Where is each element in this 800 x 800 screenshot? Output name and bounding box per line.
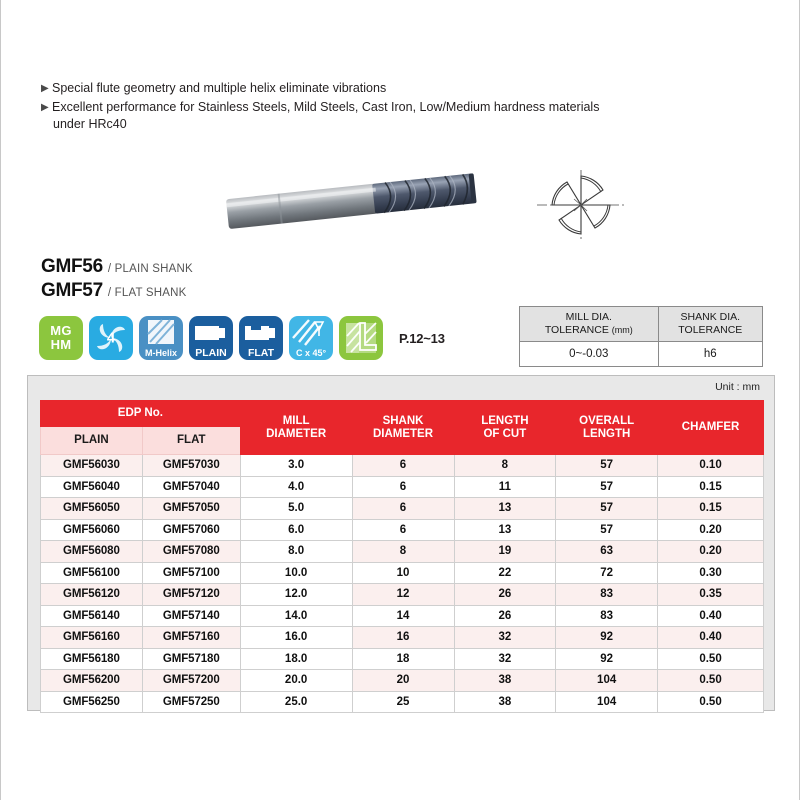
header-row-top — [41, 401, 764, 427]
cell-overall-length: 57 — [556, 519, 658, 541]
cell-length-of-cut: 19 — [454, 541, 556, 563]
table-row[interactable] — [41, 519, 764, 541]
cell-edp-flat: GMF57180 — [142, 648, 240, 670]
overall-length-line1: OVERALL — [579, 414, 635, 427]
mill-diameter-line2: DIAMETER — [266, 427, 327, 440]
cell-edp-plain: GMF56080 — [41, 541, 143, 563]
cell-shank-diameter: 6 — [352, 498, 454, 520]
multi-helix-badge — [139, 316, 183, 360]
table-row[interactable] — [41, 562, 764, 584]
corner-chamfer-label: C x 45° — [295, 348, 327, 358]
cell-edp-flat: GMF57030 — [142, 455, 240, 477]
cell-edp-flat: GMF57200 — [142, 670, 240, 692]
cell-shank-diameter: 18 — [352, 648, 454, 670]
end-mill-photo — [219, 170, 487, 236]
cell-chamfer: 0.50 — [658, 648, 764, 670]
cell-shank-diameter: 10 — [352, 562, 454, 584]
mill-dia-tolerance-line1: MILL DIA. — [565, 311, 612, 323]
mill-dia-tolerance-value: 0~-0.03 — [520, 342, 659, 367]
cell-chamfer: 0.50 — [658, 691, 764, 713]
cell-length-of-cut: 32 — [454, 627, 556, 649]
cross-section-diagram — [529, 166, 633, 244]
cell-edp-plain: GMF56050 — [41, 498, 143, 520]
feature-text: Excellent performance for Stainless Steels, Mild Steels, Cast Iron, Low/Medium hardness materials — [52, 100, 600, 114]
cell-overall-length: 104 — [556, 670, 658, 692]
length-of-cut-line1: LENGTH — [481, 414, 529, 427]
cell-mill-diameter: 6.0 — [240, 519, 352, 541]
table-header — [41, 401, 764, 455]
cell-edp-plain: GMF56120 — [41, 584, 143, 606]
cell-length-of-cut: 32 — [454, 648, 556, 670]
tolerance-value-row — [520, 342, 763, 367]
cell-edp-flat: GMF57040 — [142, 476, 240, 498]
cell-edp-plain: GMF56160 — [41, 627, 143, 649]
column-header-shank-diameter — [352, 401, 454, 455]
cell-edp-flat: GMF57100 — [142, 562, 240, 584]
table-row[interactable] — [41, 541, 764, 563]
cell-edp-plain: GMF56060 — [41, 519, 143, 541]
plain-shank-label: PLAIN — [195, 346, 227, 359]
badge-line-2: HM — [50, 337, 72, 352]
page-reference: P.12~13 — [399, 330, 445, 346]
column-header-flat: FLAT — [142, 427, 240, 455]
cell-edp-plain: GMF56250 — [41, 691, 143, 713]
cell-edp-plain: GMF56040 — [41, 476, 143, 498]
table-row[interactable] — [41, 648, 764, 670]
cell-length-of-cut: 11 — [454, 476, 556, 498]
column-header-plain: PLAIN — [41, 427, 143, 455]
cell-length-of-cut: 22 — [454, 562, 556, 584]
plain-shank-badge — [189, 316, 233, 360]
table-row[interactable] — [41, 670, 764, 692]
cell-edp-flat: GMF57140 — [142, 605, 240, 627]
cell-chamfer: 0.40 — [658, 605, 764, 627]
cell-overall-length: 83 — [556, 584, 658, 606]
model-designations — [41, 256, 193, 304]
cell-edp-plain: GMF56030 — [41, 455, 143, 477]
cell-mill-diameter: 12.0 — [240, 584, 352, 606]
length-of-cut-line2: OF CUT — [483, 427, 527, 440]
cell-edp-plain: GMF56180 — [41, 648, 143, 670]
cell-overall-length: 92 — [556, 627, 658, 649]
table-body — [41, 455, 764, 713]
shank-dia-tolerance-value: h6 — [658, 342, 762, 367]
cell-overall-length: 72 — [556, 562, 658, 584]
multi-helix-label: M-Helix — [144, 348, 177, 358]
unit-label: Unit : mm — [715, 381, 760, 393]
cell-length-of-cut: 38 — [454, 691, 556, 713]
cell-overall-length: 83 — [556, 605, 658, 627]
table-row[interactable] — [41, 605, 764, 627]
mill-dia-tolerance-unit: (mm) — [611, 325, 633, 335]
cell-edp-flat: GMF57060 — [142, 519, 240, 541]
cell-shank-diameter: 25 — [352, 691, 454, 713]
cell-chamfer: 0.40 — [658, 627, 764, 649]
cell-edp-plain: GMF56200 — [41, 670, 143, 692]
cell-overall-length: 63 — [556, 541, 658, 563]
model-code: GMF57 — [41, 280, 103, 301]
cell-edp-flat: GMF57080 — [142, 541, 240, 563]
table-row[interactable] — [41, 584, 764, 606]
cell-shank-diameter: 14 — [352, 605, 454, 627]
flute-count-badge — [89, 316, 133, 360]
cell-chamfer: 0.35 — [658, 584, 764, 606]
material-grade-badge — [39, 316, 83, 360]
specification-panel — [27, 375, 775, 711]
bullet-arrow-icon: ▶ — [41, 83, 49, 94]
bullet-arrow-icon: ▶ — [41, 102, 49, 113]
model-line — [41, 280, 193, 302]
cell-shank-diameter: 8 — [352, 541, 454, 563]
cell-mill-diameter: 3.0 — [240, 455, 352, 477]
model-description: / FLAT SHANK — [107, 287, 187, 299]
cell-shank-diameter: 6 — [352, 519, 454, 541]
model-line — [41, 256, 193, 278]
column-header-chamfer: CHAMFER — [658, 401, 764, 455]
mill-diameter-line1: MILL — [282, 414, 310, 427]
shank-dia-tolerance-line2: TOLERANCE — [678, 324, 743, 336]
cell-shank-diameter: 6 — [352, 455, 454, 477]
cell-chamfer: 0.15 — [658, 498, 764, 520]
feature-text-continuation: under HRc40 — [53, 117, 127, 131]
cell-mill-diameter: 5.0 — [240, 498, 352, 520]
shank-dia-tolerance-line1: SHANK DIA. — [680, 311, 741, 323]
table-row[interactable] — [41, 476, 764, 498]
cell-mill-diameter: 8.0 — [240, 541, 352, 563]
mill-dia-tolerance-header — [520, 307, 659, 342]
tolerance-header-row — [520, 307, 763, 342]
model-description: / PLAIN SHANK — [107, 263, 193, 275]
cell-mill-diameter: 4.0 — [240, 476, 352, 498]
shank-diameter-line1: SHANK — [382, 414, 424, 427]
shank-dia-tolerance-header — [658, 307, 762, 342]
cell-overall-length: 57 — [556, 455, 658, 477]
overall-length-line2: LENGTH — [583, 427, 631, 440]
slot-milling-badge — [339, 316, 383, 360]
cell-shank-diameter: 20 — [352, 670, 454, 692]
feature-list — [41, 80, 741, 135]
cell-mill-diameter: 16.0 — [240, 627, 352, 649]
cell-edp-plain: GMF56100 — [41, 562, 143, 584]
cell-mill-diameter: 14.0 — [240, 605, 352, 627]
cell-chamfer: 0.10 — [658, 455, 764, 477]
cell-length-of-cut: 38 — [454, 670, 556, 692]
table-row[interactable] — [41, 498, 764, 520]
cell-chamfer: 0.30 — [658, 562, 764, 584]
cell-mill-diameter: 18.0 — [240, 648, 352, 670]
cell-chamfer: 0.15 — [658, 476, 764, 498]
flat-shank-label: FLAT — [247, 346, 275, 359]
feature-item — [41, 80, 741, 97]
flat-shank-badge — [239, 316, 283, 360]
cell-overall-length: 104 — [556, 691, 658, 713]
cell-mill-diameter: 25.0 — [240, 691, 352, 713]
specification-table — [40, 400, 764, 713]
feature-badge-row — [39, 316, 445, 360]
mill-dia-tolerance-line2: TOLERANCE — [544, 324, 609, 336]
table-row[interactable] — [41, 627, 764, 649]
corner-chamfer-badge — [289, 316, 333, 360]
cell-overall-length: 92 — [556, 648, 658, 670]
table-row[interactable] — [41, 455, 764, 477]
cell-edp-flat: GMF57250 — [142, 691, 240, 713]
cell-length-of-cut: 26 — [454, 605, 556, 627]
cell-mill-diameter: 10.0 — [240, 562, 352, 584]
column-header-mill-diameter — [240, 401, 352, 455]
cell-chamfer: 0.50 — [658, 670, 764, 692]
flute-count-value: 4 — [106, 329, 116, 347]
cell-length-of-cut: 13 — [454, 519, 556, 541]
cell-edp-plain: GMF56140 — [41, 605, 143, 627]
column-header-overall-length — [556, 401, 658, 455]
tolerance-table — [519, 306, 763, 367]
cell-overall-length: 57 — [556, 476, 658, 498]
table-row[interactable] — [41, 691, 764, 713]
feature-item — [41, 99, 741, 133]
cell-shank-diameter: 16 — [352, 627, 454, 649]
cell-shank-diameter: 6 — [352, 476, 454, 498]
feature-text: Special flute geometry and multiple helix eliminate vibrations — [52, 81, 387, 95]
cell-length-of-cut: 26 — [454, 584, 556, 606]
badge-line-1: MG — [50, 323, 72, 338]
cell-overall-length: 57 — [556, 498, 658, 520]
cell-edp-flat: GMF57120 — [142, 584, 240, 606]
shank-diameter-line2: DIAMETER — [372, 427, 434, 440]
cell-chamfer: 0.20 — [658, 541, 764, 563]
column-header-length-of-cut — [454, 401, 556, 455]
cell-mill-diameter: 20.0 — [240, 670, 352, 692]
cell-length-of-cut: 8 — [454, 455, 556, 477]
model-code: GMF56 — [41, 256, 103, 277]
cell-edp-flat: GMF57160 — [142, 627, 240, 649]
column-header-edp: EDP No. — [41, 401, 241, 427]
cell-chamfer: 0.20 — [658, 519, 764, 541]
cell-edp-flat: GMF57050 — [142, 498, 240, 520]
cell-length-of-cut: 13 — [454, 498, 556, 520]
cell-shank-diameter: 12 — [352, 584, 454, 606]
